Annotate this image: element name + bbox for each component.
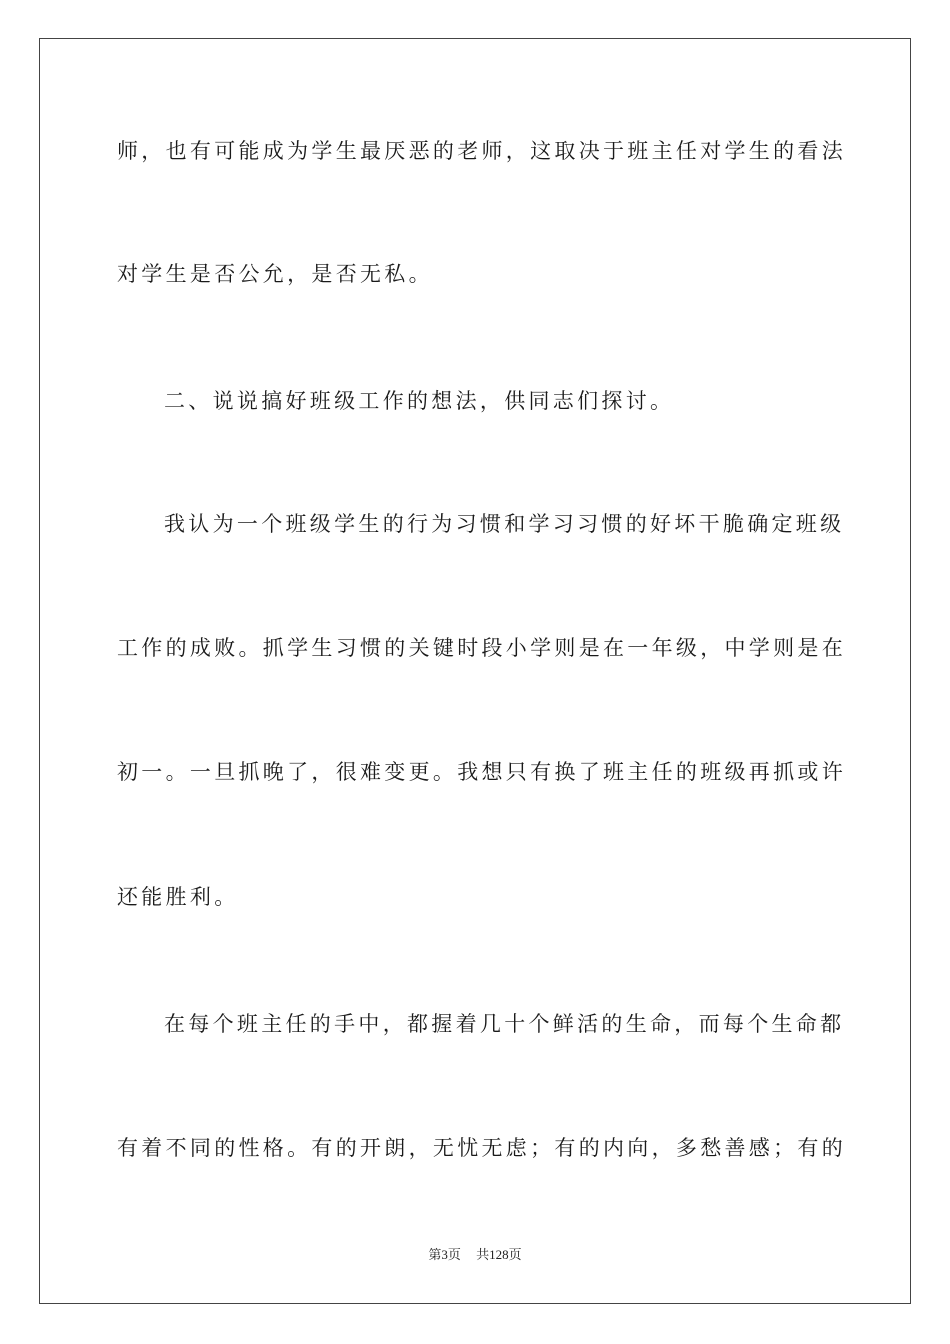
page-number: 第3页 — [428, 1247, 461, 1262]
page-border — [39, 38, 911, 1304]
total-pages: 共128页 — [476, 1247, 522, 1262]
text-line-1: 师，也有可能成为学生最厌恶的老师，这取决于班主任对学生的看法 — [117, 139, 846, 163]
text-line-7: 还能胜利。 — [117, 885, 239, 909]
text-line-9: 有着不同的性格。有的开朗，无忧无虑；有的内向，多愁善感；有的 — [117, 1136, 846, 1160]
text-line-5: 工作的成败。抓学生习惯的关键时段小学则是在一年级，中学则是在 — [117, 636, 846, 660]
text-line-6: 初一。一旦抓晚了，很难变更。我想只有换了班主任的班级再抓或许 — [117, 760, 846, 784]
text-line-4: 我认为一个班级学生的行为习惯和学习习惯的好坏干脆确定班级 — [164, 512, 845, 536]
page-footer — [0, 1246, 950, 1264]
text-line-2: 对学生是否公允，是否无私。 — [117, 262, 433, 286]
text-line-8: 在每个班主任的手中，都握着几十个鲜活的生命，而每个生命都 — [164, 1012, 845, 1036]
section-heading: 二、说说搞好班级工作的想法，供同志们探讨。 — [164, 389, 675, 413]
